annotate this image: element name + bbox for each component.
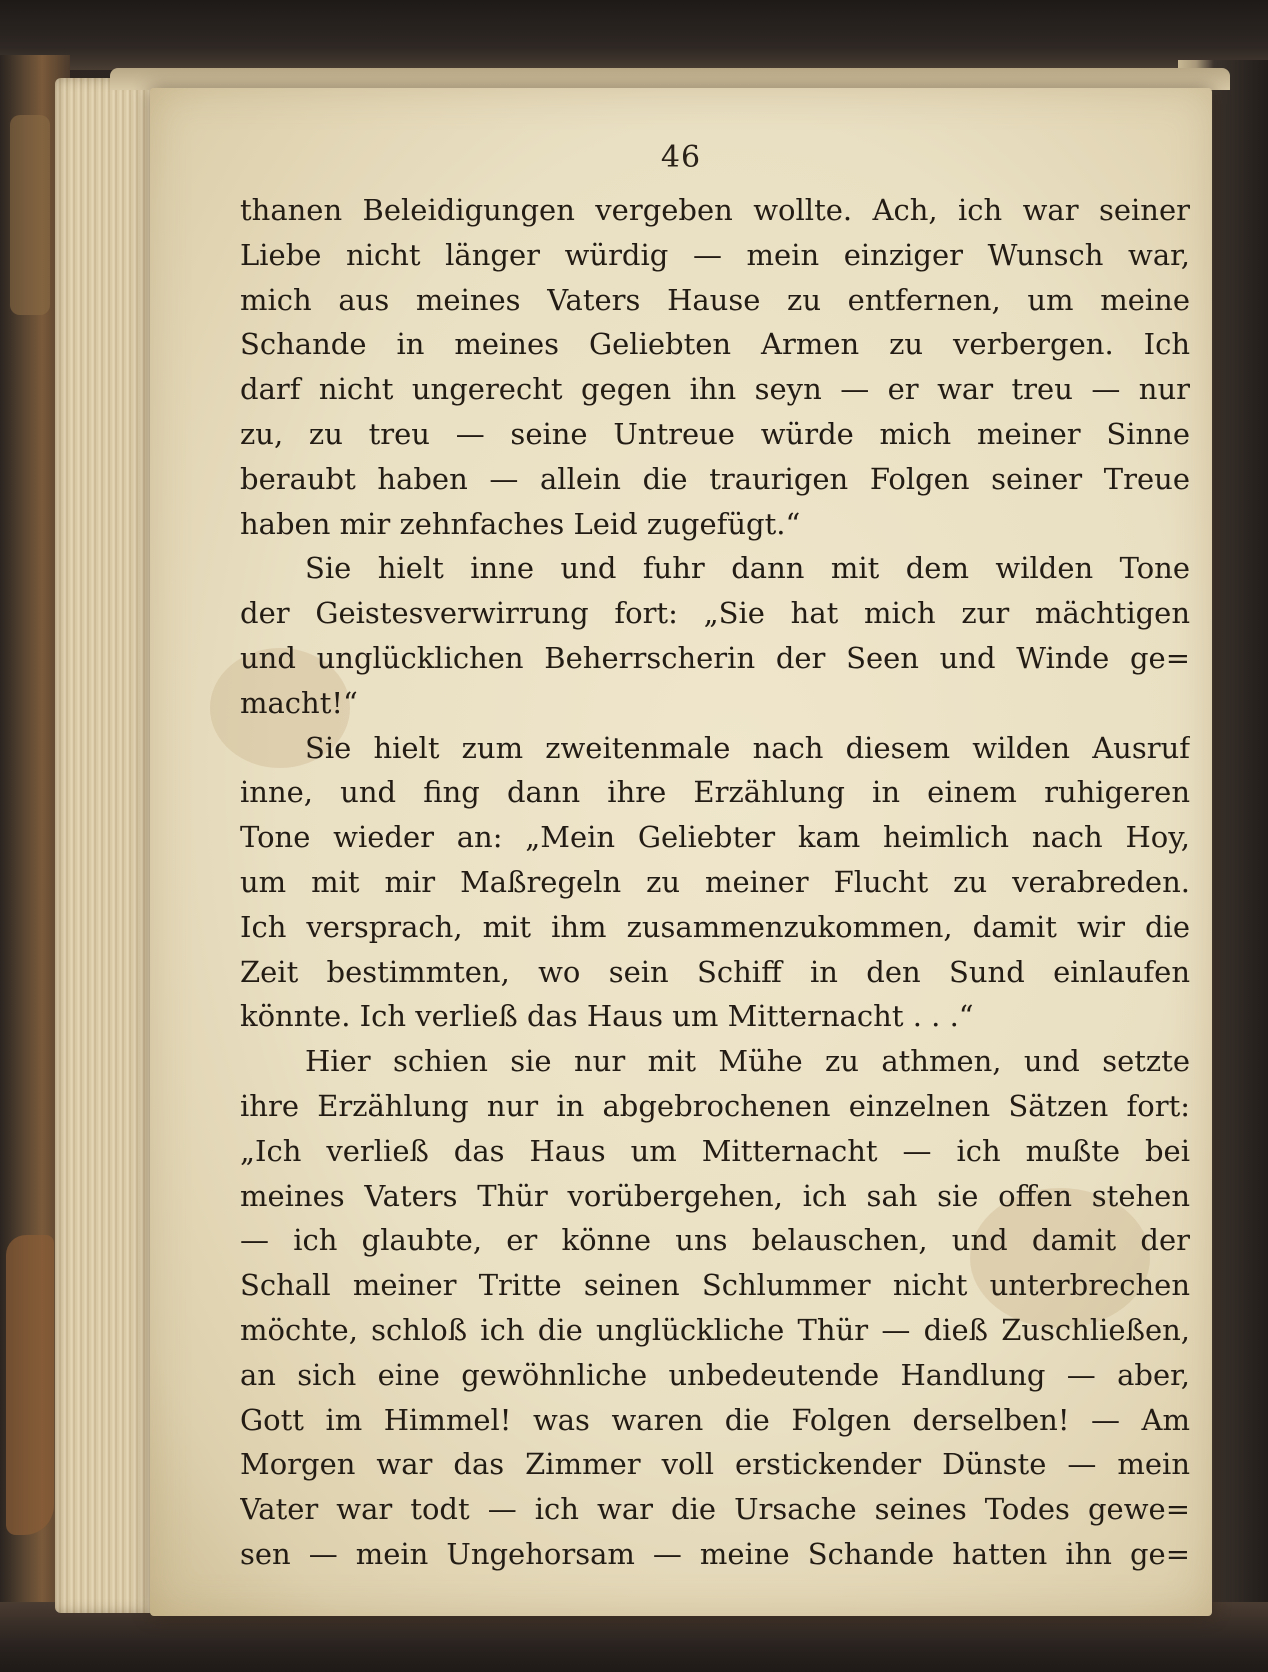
text-line: sen — mein Ungehorsam — meine Schande hatten ihn ge= (240, 1536, 1190, 1571)
worn-patch (10, 115, 50, 315)
text-line: könnte. Ich verließ das Haus um Mitternacht . . .“ (240, 999, 974, 1034)
text-line: der Geistesverwirrung fort: „Sie hat mich zur mächtigen (240, 596, 1190, 631)
text-line: macht!“ (240, 685, 358, 720)
text-line: Zeit bestimmten, wo sein Schiff in den Sund einlaufen (240, 954, 1190, 989)
text-line: um mit mir Maßregeln zu meiner Flucht zu verabreden. (240, 864, 1190, 899)
text-line: inne, und fing dann ihre Erzählung in einem ruhigeren (240, 775, 1190, 810)
text-line: Gott im Himmel! was waren die Folgen derselben! — Am (240, 1402, 1190, 1437)
text-line: Hier schien sie nur mit Mühe zu athmen, und setzte (305, 1044, 1190, 1079)
text-line: Vater war todt — ich war die Ursache seines Todes gewe= (240, 1492, 1190, 1527)
text-line: — ich glaubte, er könne uns belauschen, und damit der (240, 1223, 1190, 1258)
page-text (240, 188, 1190, 1577)
text-line: Sie hielt zum zweitenmale nach diesem wilden Ausruf (305, 730, 1190, 765)
page-top-edge (110, 68, 1230, 90)
page-number: 46 (660, 140, 702, 175)
worn-patch (6, 1235, 54, 1535)
text-line: beraubt haben — allein die traurigen Folgen seiner Treue (240, 461, 1190, 496)
text-line: möchte, schloß ich die unglückliche Thür — dieß Zuschließen, (240, 1312, 1190, 1347)
text-line: an sich eine gewöhnliche unbedeutende Handlung — aber, (240, 1357, 1190, 1392)
text-line: Liebe nicht länger würdig — mein einziger Wunsch war, (240, 237, 1190, 272)
text-line: Schande in meines Geliebten Armen zu verbergen. Ich (240, 327, 1190, 362)
text-line: Tone wieder an: „Mein Geliebter kam heimlich nach Hoy, (240, 820, 1190, 855)
top-binding (0, 0, 1268, 70)
text-line: Ich versprach, mit ihm zusammenzukommen, damit wir die (240, 909, 1190, 944)
text-line: Morgen war das Zimmer voll erstickender Dünste — mein (240, 1447, 1190, 1482)
text-line: ihre Erzählung nur in abgebrochenen einzelnen Sätzen fort: (240, 1088, 1190, 1123)
text-line: zu, zu treu — seine Untreue würde mich meiner Sinne (240, 416, 1190, 451)
text-line: darf nicht ungerecht gegen ihn seyn — er war treu — nur (240, 372, 1190, 407)
text-line: thanen Beleidigungen vergeben wollte. Ach, ich war seiner (240, 193, 1190, 227)
text-line: Schall meiner Tritte seinen Schlummer nicht unterbrechen (240, 1268, 1190, 1303)
text-line: und unglücklichen Beherrscherin der Seen und Winde ge= (240, 640, 1190, 675)
text-line: haben mir zehnfaches Leid zugefügt.“ (240, 506, 801, 541)
text-line: mich aus meines Vaters Hause zu entfernen, um meine (240, 282, 1190, 317)
book-page (150, 88, 1212, 1616)
text-line: Sie hielt inne und fuhr dann mit dem wilden Tone (305, 551, 1190, 586)
page-edges (55, 78, 165, 1613)
text-line: meines Vaters Thür vorübergehen, ich sah sie offen stehen (240, 1178, 1190, 1213)
text-line: „Ich verließ das Haus um Mitternacht — ich mußte bei (240, 1133, 1190, 1168)
